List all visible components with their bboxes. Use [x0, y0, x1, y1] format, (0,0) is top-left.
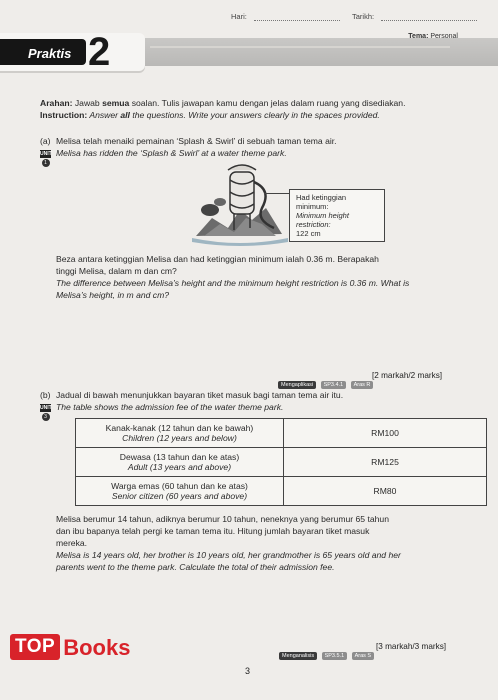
- praktis-title: Praktis: [28, 46, 72, 61]
- tarikh-label: Tarikh:: [352, 12, 375, 21]
- table-row: [76, 448, 487, 477]
- question-b-label: (b): [40, 390, 51, 400]
- fee-cell: RM125: [284, 448, 487, 477]
- unit-badge-b: UNIT 3: [40, 405, 52, 420]
- marks-b: [3 markah/3 marks]: [376, 642, 447, 651]
- admission-fee-table: [75, 418, 487, 506]
- question-a-text-en: Melisa has ridden the ‘Splash & Swirl’ at a water theme park.: [56, 148, 287, 158]
- table-row: [76, 419, 487, 448]
- question-b-body-ms-2: dan ibu bapanya telah pergi ke taman tema itu. Hitung jumlah bayaran tiket masuk: [56, 526, 370, 536]
- category-cell: Warga emas (60 tahun dan ke atas) Senior citizen (60 years and above): [76, 477, 284, 506]
- fee-cell: RM100: [284, 419, 487, 448]
- skill-badges-b: Menganalisis SP3.5.1 Aras S: [279, 644, 374, 662]
- unit-badge-a: UNIT 1: [40, 151, 52, 166]
- praktis-number: 2: [88, 30, 111, 74]
- fee-cell: RM80: [284, 477, 487, 506]
- question-a-body-ms-1: Beza antara ketinggian Melisa dan had ketinggian minimum ialah 0.36 m. Berapakah: [56, 254, 379, 264]
- category-cell: Kanak-kanak (12 tahun dan ke bawah) Children (12 years and below): [76, 419, 284, 448]
- question-b-body-en-2: parents went to the theme park. Calculate the total of their admission fee.: [56, 562, 335, 572]
- question-a-text-ms: Melisa telah menaiki pemainan ‘Splash & Swirl’ di sebuah taman tema air.: [56, 136, 337, 146]
- banner-divider: [150, 46, 450, 48]
- question-a-body-en-1: The difference between Melisa’s height and the minimum height restriction is 0.36 m. What is: [56, 278, 410, 288]
- marks-a: [2 markah/2 marks]: [372, 371, 443, 380]
- question-b-body-ms-3: mereka.: [56, 538, 88, 548]
- hari-field[interactable]: [254, 12, 340, 21]
- question-b-text-en: The table shows the admission fee of the water theme park.: [56, 402, 284, 412]
- table-row: [76, 477, 487, 506]
- question-a-label: (a): [40, 136, 51, 146]
- question-a-body-en-2: Melisa’s height, in m and cm?: [56, 290, 170, 300]
- category-cell: Dewasa (13 tahun dan ke atas) Adult (13 years and above): [76, 448, 284, 477]
- callout-pointer: [264, 193, 289, 194]
- height-restriction-callout: Had ketinggian minimum: Minimum height restriction: 122 cm: [289, 189, 385, 242]
- skill-badges-a: Mengaplikasi SP3.4.1 Aras R: [278, 373, 373, 391]
- arahan-line: Arahan: Jawab semua soalan. Tulis jawapan kamu dengan jelas dalam ruang yang disediakan.: [40, 98, 406, 108]
- tarikh-field[interactable]: [381, 12, 477, 21]
- page-number: 3: [245, 666, 251, 676]
- answer-space-b[interactable]: [56, 578, 486, 634]
- topbooks-logo: TOP Books: [10, 634, 130, 661]
- answer-space-a[interactable]: [56, 304, 486, 366]
- instruction-line: Instruction: Answer all the questions. Write your answers clearly in the spaces provided.: [40, 110, 380, 120]
- question-b-body-ms-1: Melisa berumur 14 tahun, adiknya berumur 10 tahun, neneknya yang berumur 65 tahun: [56, 514, 389, 524]
- question-b-body-en-1: Melisa is 14 years old, her brother is 10 years old, her grandmother is 65 years old and her: [56, 550, 401, 560]
- hari-label: Hari:: [231, 12, 247, 21]
- tema-label: Tema: Personal: [408, 33, 458, 40]
- water-slide-illustration: [190, 162, 290, 248]
- question-b-text-ms: Jadual di bawah menunjukkan bayaran tiket masuk bagi taman tema air itu.: [56, 390, 344, 400]
- question-a-body-ms-2: tinggi Melisa, dalam m dan cm?: [56, 266, 177, 276]
